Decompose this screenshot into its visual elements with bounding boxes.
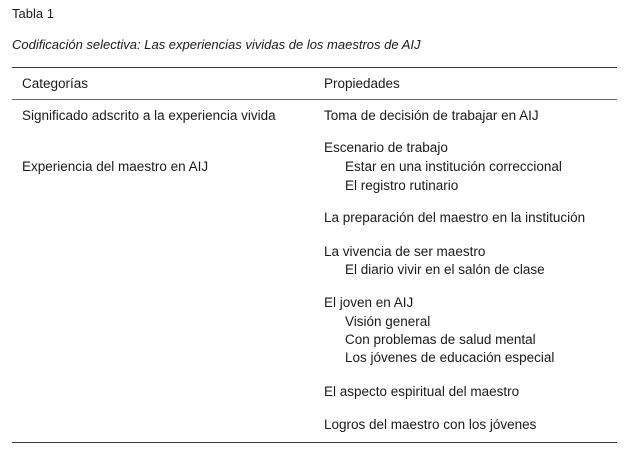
subproperty-salud-mental: Con problemas de salud mental xyxy=(345,332,536,347)
subproperty-registro-rutinario: El registro rutinario xyxy=(345,178,459,193)
subproperty-diario-vivir: El diario vivir en el salón de clase xyxy=(345,262,545,277)
category-significado: Significado adscrito a la experiencia vivida xyxy=(22,108,276,123)
subproperty-vision-general: Visión general xyxy=(345,314,431,329)
subproperty-educacion-especial: Los jóvenes de educación especial xyxy=(345,350,555,365)
table-bottom-rule xyxy=(12,442,617,443)
property-vivencia: La vivencia de ser maestro xyxy=(324,244,486,259)
subproperty-institucion-correccional: Estar en una institución correccional xyxy=(345,159,562,174)
table-header-rule xyxy=(12,99,617,100)
property-aspecto-espiritual: El aspecto espiritual del maestro xyxy=(324,384,520,399)
table-number: Tabla 1 xyxy=(12,6,54,21)
property-preparacion: La preparación del maestro en la institución xyxy=(324,210,586,225)
property-logros: Logros del maestro con los jóvenes xyxy=(324,417,537,432)
header-properties: Propiedades xyxy=(324,76,400,91)
header-categories: Categorías xyxy=(22,76,89,91)
category-experiencia: Experiencia del maestro en AIJ xyxy=(22,159,209,174)
table-top-rule xyxy=(12,67,617,68)
property-escenario: Escenario de trabajo xyxy=(324,140,448,155)
property-toma-decision: Toma de decisión de trabajar en AIJ xyxy=(324,108,539,123)
table-caption: Codificación selectiva: Las experiencias vividas de los maestros de AIJ xyxy=(12,37,421,52)
property-joven: El joven en AIJ xyxy=(324,295,414,310)
